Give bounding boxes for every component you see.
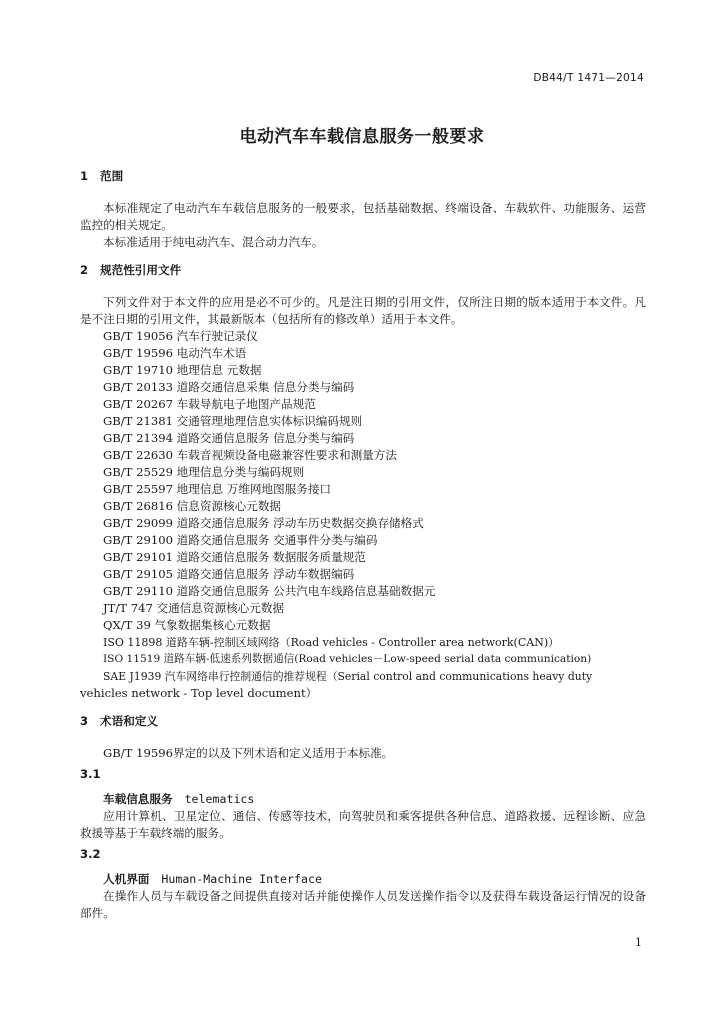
paragraph: 下列文件对于本文件的应用是必不可少的。凡是注日期的引用文件，仅所注日期的版本适用于本文件。凡是不注日期的引用文件，其最新版本（包括所有的修改单）适用于本文件。 — [80, 295, 646, 326]
reference-item: GB/T 25529 地理信息分类与编码规则 — [103, 465, 305, 479]
term-heading — [80, 791, 646, 808]
reference-item: GB/T 20267 车载导航电子地图产品规范 — [103, 397, 316, 411]
term-number: 3.2 — [80, 847, 101, 861]
paragraph: GB/T 19596界定的以及下列术语和定义适用于本标准。 — [103, 746, 394, 760]
section-title: 规范性引用文件 — [100, 263, 182, 277]
reference-item: GB/T 29110 道路交通信息服务 公共汽电车线路信息基础数据元 — [103, 584, 436, 598]
reference-line: SAE J1939 汽车网络串行控制通信的推荐规程（Serial control and communications heavy duty — [103, 670, 593, 683]
paragraph: 本标准规定了电动汽车车载信息服务的一般要求，包括基础数据、终端设备、车载软件、功能服务、运营监控的相关规定。 — [80, 201, 646, 232]
reference-item: GB/T 29100 道路交通信息服务 交通事件分类与编码 — [103, 533, 378, 547]
reference-item: GB/T 20133 道路交通信息采集 信息分类与编码 — [103, 380, 355, 394]
reference-item: GB/T 25597 地理信息 万维网地图服务接口 — [103, 482, 332, 496]
reference-item: GB/T 29099 道路交通信息服务 浮动车历史数据交换存储格式 — [103, 516, 424, 530]
reference-item: QX/T 39 气象数据集核心元数据 — [103, 618, 271, 632]
section-number: 3 — [80, 714, 89, 728]
standard-code: DB44/T 1471—2014 — [533, 72, 644, 84]
reference-item: GB/T 22630 车载音视频设备电磁兼容性要求和测量方法 — [103, 448, 397, 462]
term-definition: 在操作人员与车载设备之间提供直接对话并能使操作人员发送操作指令以及获得车载设备运行情况的设备部件。 — [80, 889, 646, 920]
term-zh: 车载信息服务 — [103, 792, 173, 806]
section-number: 1 — [80, 169, 89, 183]
reference-item: GB/T 19056 汽车行驶记录仪 — [103, 329, 258, 343]
reference-item: ISO 11898 道路车辆-控制区域网络（Road vehicles - Controller area network(CAN)） — [103, 636, 560, 649]
reference-item: GB/T 29105 道路交通信息服务 浮动车数据编码 — [103, 567, 355, 581]
paragraph: 本标准适用于纯电动汽车、混合动力汽车。 — [103, 235, 324, 249]
section-title: 范围 — [100, 169, 124, 183]
reference-item: GB/T 19710 地理信息 元数据 — [103, 363, 262, 377]
section-title: 术语和定义 — [100, 714, 158, 728]
term-heading — [80, 871, 646, 888]
document-body — [80, 168, 646, 922]
section-heading — [80, 168, 646, 185]
term-definition: 应用计算机、卫星定位、通信、传感等技术，向驾驶员和乘客提供各种信息、道路救援、远程诊断、应急救援等基于车载终端的服务。 — [80, 809, 646, 840]
reference-item: GB/T 21394 道路交通信息服务 信息分类与编码 — [103, 431, 355, 445]
section-heading — [80, 262, 646, 279]
reference-item: GB/T 21381 交通管理地理信息实体标识编码规则 — [103, 414, 363, 428]
reference-list — [80, 328, 646, 702]
section-number: 2 — [80, 263, 89, 277]
term-zh: 人机界面 — [103, 872, 150, 886]
reference-item — [80, 668, 646, 702]
reference-line: vehicles network - Top level document） — [80, 686, 318, 700]
term-en: telematics — [184, 792, 255, 806]
reference-item: GB/T 29101 道路交通信息服务 数据服务质量规范 — [103, 550, 366, 564]
document-title: 电动汽车车载信息服务一般要求 — [239, 127, 485, 147]
reference-item: GB/T 19596 电动汽车术语 — [103, 346, 247, 360]
reference-item: GB/T 26816 信息资源核心元数据 — [103, 499, 282, 513]
reference-item: ISO 11519 道路车辆-低速系列数据通信(Road vehicles－Low-speed serial data communication) — [103, 653, 592, 665]
term-number: 3.1 — [80, 767, 101, 781]
section-heading — [80, 713, 646, 730]
term-en: Human-Machine Interface — [161, 872, 322, 886]
reference-item: JT/T 747 交通信息资源核心元数据 — [103, 601, 285, 615]
page-number: 1 — [635, 936, 642, 949]
